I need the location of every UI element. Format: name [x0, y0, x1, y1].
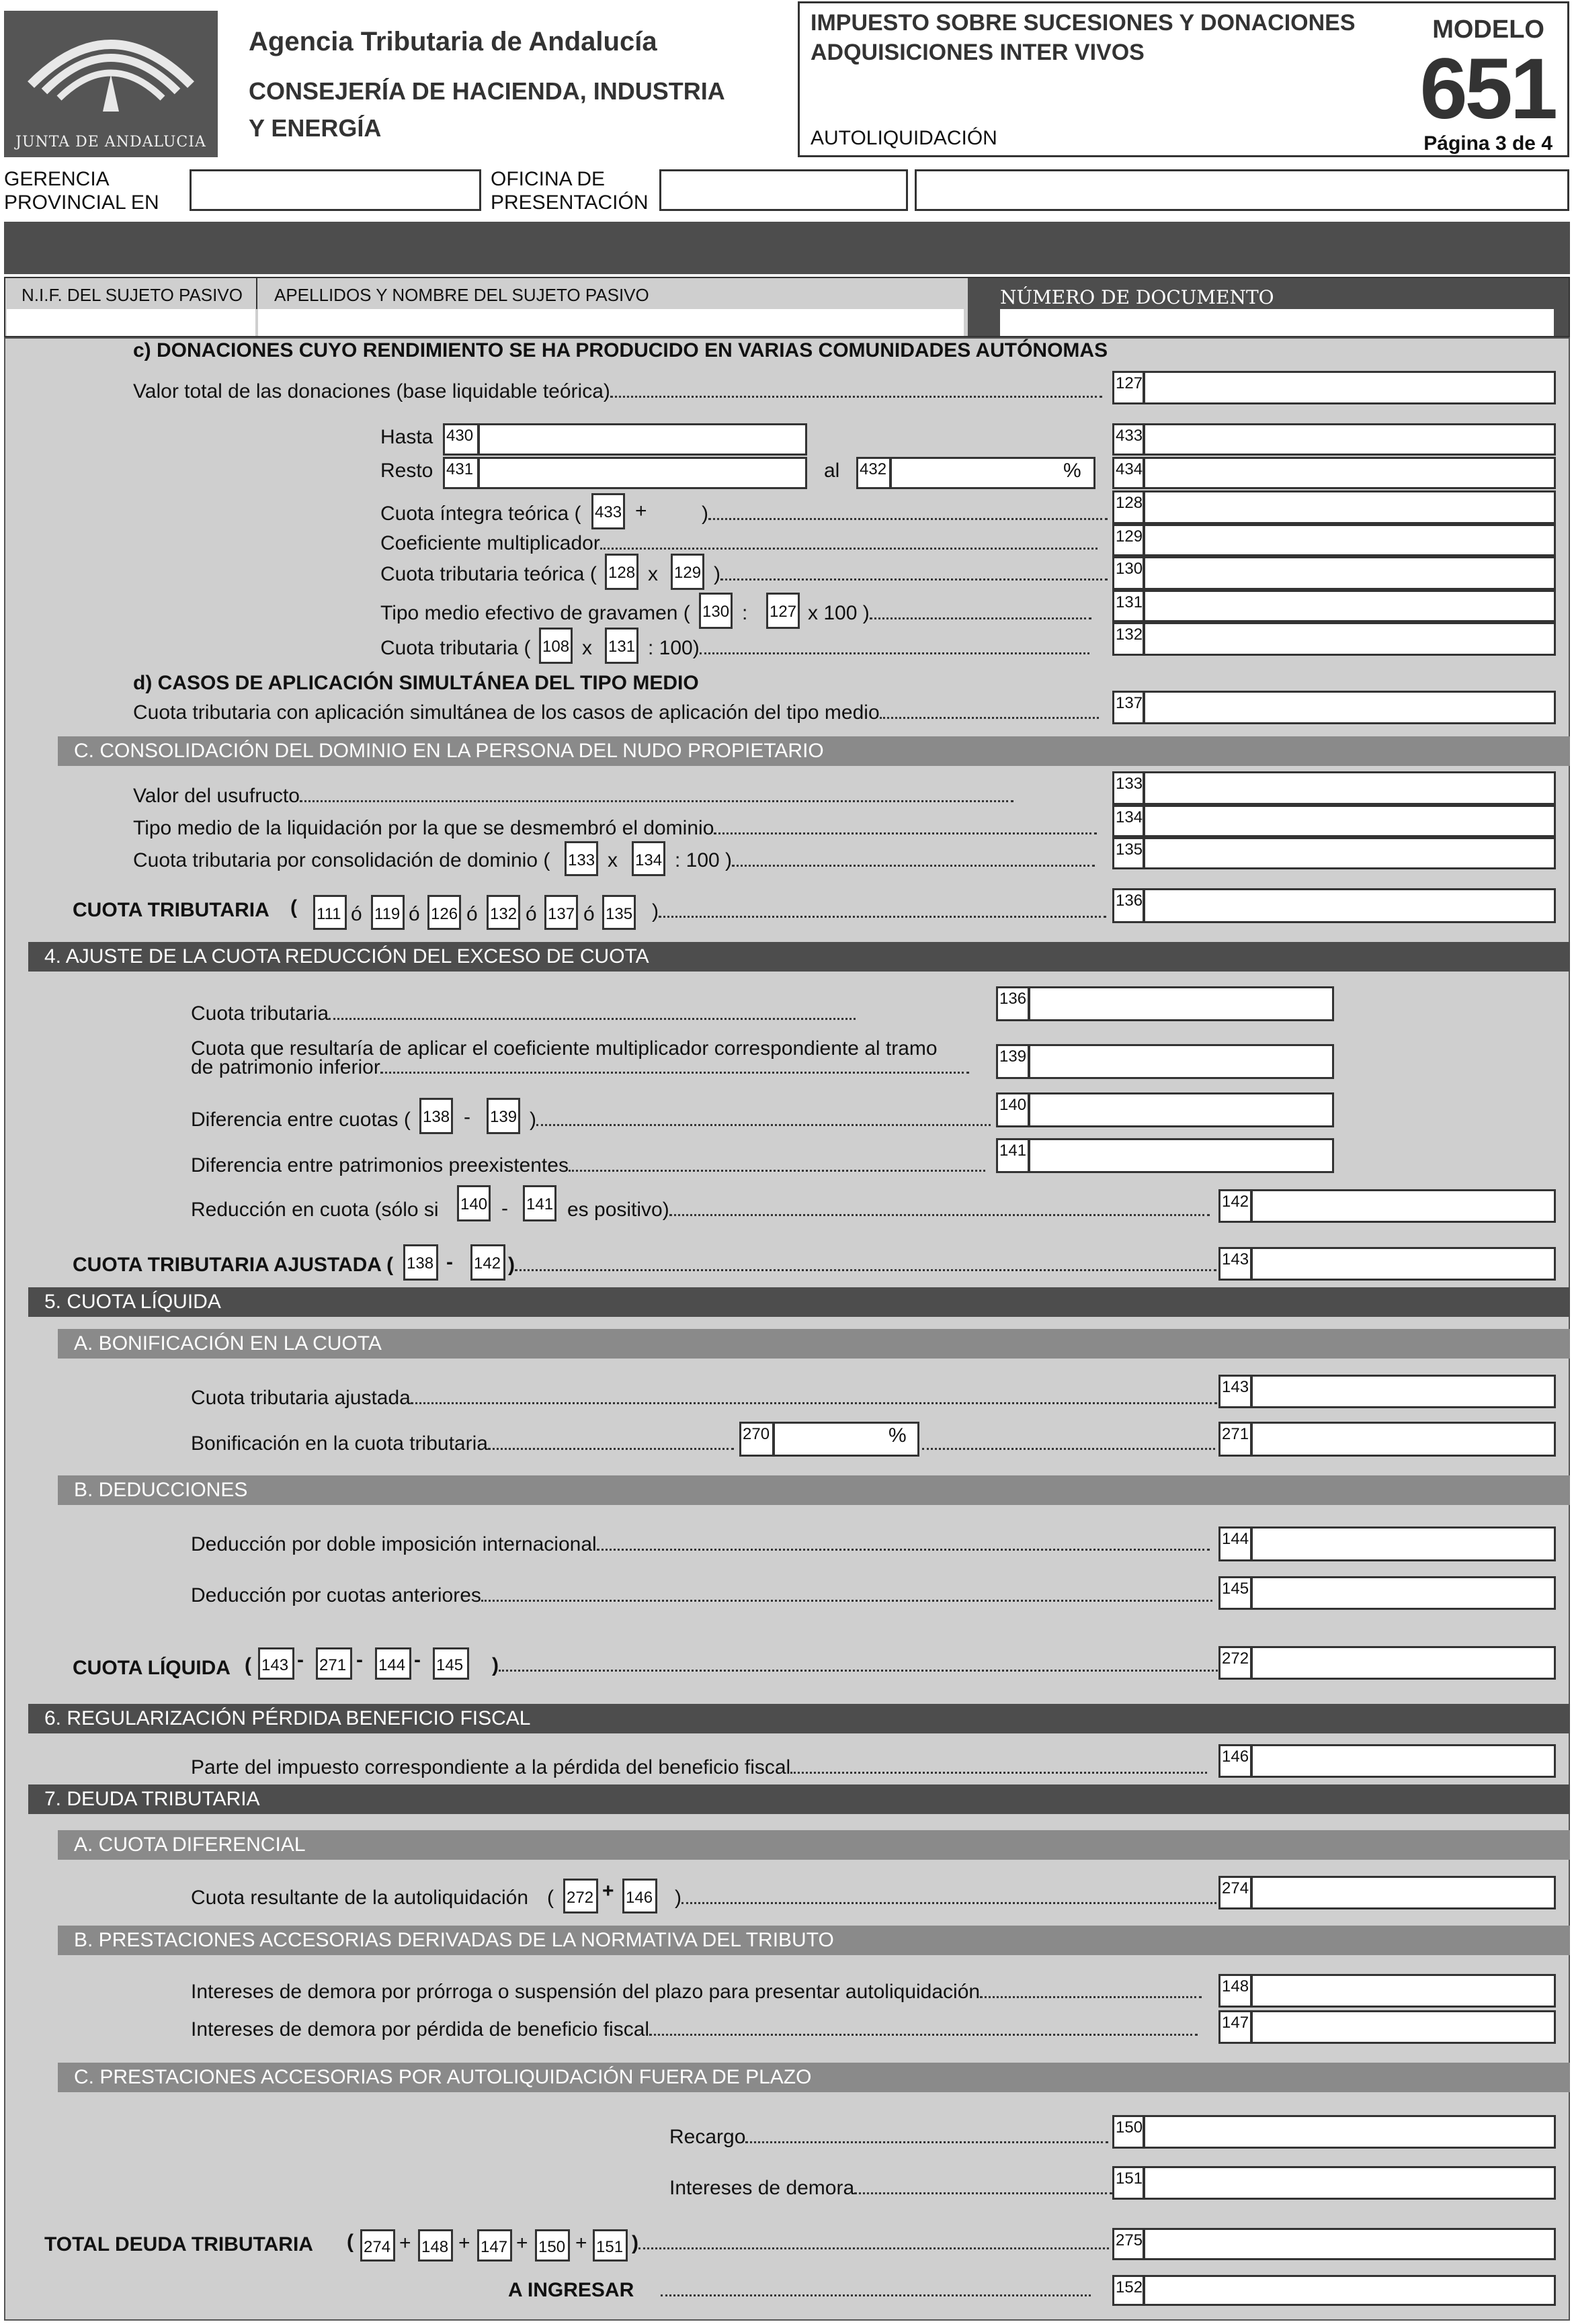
code-270: 270: [739, 1422, 774, 1457]
section-d-title: d) CASOS DE APLICACIÓN SIMULTÁNEA DEL TIPO MEDIO: [133, 672, 699, 694]
ref-127: 127: [766, 593, 800, 629]
ref-140: 140: [457, 1185, 491, 1221]
code-130: 130: [1112, 556, 1145, 590]
bonificacion-text: Bonificación en la cuota tributaria: [191, 1432, 488, 1455]
cuota-consolidacion-close: [675, 849, 1095, 872]
ref-128: 128: [605, 554, 638, 590]
ref-108: 108: [539, 628, 573, 664]
cuota-resultante-close: [675, 1887, 1216, 1909]
ref-271: 271: [316, 1647, 352, 1680]
doc-number-input[interactable]: [1000, 309, 1554, 336]
section-7c-header: C. PRESTACIONES ACCESORIAS POR AUTOLIQUIDACIÓN FUERA DE PLAZO: [58, 2063, 1570, 2092]
code-127: 127: [1112, 371, 1145, 404]
cuota-trib-input[interactable]: [1143, 622, 1556, 656]
intereses-perdida-label: [191, 2018, 1198, 2041]
ref-144: 144: [375, 1647, 411, 1680]
ref-147: 147: [477, 2229, 512, 2262]
cuotas-anteriores-label: [191, 1584, 1212, 1607]
plus-sign: +: [602, 1880, 614, 1902]
cuota-integra-input[interactable]: [1143, 490, 1556, 524]
cuota-trib-label: Cuota tributaria (: [380, 637, 531, 659]
valor-total-text: Valor total de las donaciones (base liquidable teórica): [133, 380, 610, 402]
or-word: ó: [351, 903, 362, 925]
minus-sign: -: [464, 1106, 470, 1128]
close-paren: ): [702, 503, 708, 525]
tax-title-line1: IMPUESTO SOBRE SUCESIONES Y DONACIONES: [811, 10, 1356, 36]
times-sign: x: [582, 637, 592, 659]
ref-137: 137: [544, 895, 578, 930]
cuota-tributaria-close: [652, 900, 1106, 923]
coeficiente-input[interactable]: [1143, 524, 1556, 556]
cuotas-anteriores-input[interactable]: [1251, 1576, 1556, 1610]
minus-sign: -: [414, 1649, 421, 1671]
gerencia-label-2: PROVINCIAL EN: [4, 191, 159, 214]
name-input[interactable]: [258, 309, 964, 336]
tipo-medio-liq-text: Tipo medio de la liquidación por la que se desmembró el dominio: [133, 817, 714, 839]
intereses-perdida-text: Intereses de demora por pérdida de beneficio fiscal: [191, 2018, 650, 2040]
times-sign: x: [608, 849, 618, 871]
taxpayer-divider: [256, 278, 257, 309]
sec-d-input[interactable]: [1143, 691, 1556, 724]
section-5b-header: B. DEDUCCIONES: [58, 1475, 1570, 1505]
cuota-trib-teorica-label: Cuota tributaria teórica (: [380, 563, 597, 585]
cuota-resultante-input[interactable]: [1251, 1876, 1556, 1909]
code-136: 136: [996, 986, 1030, 1021]
code-145: 145: [1218, 1576, 1252, 1610]
doble-imposicion-label: [191, 1533, 1210, 1556]
code-146: 146: [1218, 1744, 1252, 1778]
valor-usufructo-label: [133, 785, 1013, 808]
code-272: 272: [1218, 1646, 1252, 1680]
minus-sign: -: [356, 1649, 363, 1671]
cuota-ajustada-label: CUOTA TRIBUTARIA AJUSTADA (: [73, 1254, 394, 1276]
open-paren: (: [290, 896, 297, 918]
cuota-liquida-close: [492, 1654, 1218, 1677]
ref-142: 142: [470, 1244, 505, 1281]
diferencia-cuotas-input[interactable]: [1028, 1092, 1334, 1127]
doc-number-label: NÚMERO DE DOCUMENTO: [1000, 286, 1274, 308]
name-label: APELLIDOS Y NOMBRE DEL SUJETO PASIVO: [274, 285, 649, 305]
oficina-input[interactable]: [659, 169, 908, 211]
close-paren: ): [508, 1254, 515, 1276]
close-paren: ): [632, 2232, 638, 2254]
section-7b-header: B. PRESTACIONES ACCESORIAS DERIVADAS DE LA NORMATIVA DEL TRIBUTO: [58, 1926, 1570, 1955]
cuota-liquida-label: CUOTA LÍQUIDA: [73, 1657, 231, 1679]
intereses-perdida-input[interactable]: [1251, 2010, 1556, 2044]
code-152: 152: [1112, 2275, 1145, 2306]
diferencia-patrimonios-input[interactable]: [1028, 1138, 1334, 1173]
or-word: ó: [409, 903, 420, 925]
plus-sign: +: [635, 500, 647, 522]
code-128: 128: [1112, 490, 1145, 524]
sec6-line-text: Parte del impuesto correspondiente a la pérdida del beneficio fiscal: [191, 1756, 791, 1778]
plus-sign: +: [516, 2232, 528, 2254]
close-paren: ): [492, 1654, 499, 1676]
tipo-medio-liq-input[interactable]: [1143, 805, 1556, 837]
al-label: al: [824, 460, 840, 482]
code-137: 137: [1112, 691, 1145, 724]
code-144: 144: [1218, 1526, 1252, 1561]
recargo-input[interactable]: [1143, 2115, 1556, 2149]
ref-148: 148: [418, 2229, 453, 2262]
code-134: 134: [1112, 805, 1145, 837]
ref-129: 129: [671, 554, 704, 590]
total-deuda-close: [632, 2232, 1109, 2255]
ref-143: 143: [258, 1647, 294, 1680]
cuota-trib-teorica-close: [714, 563, 1108, 586]
gerencia-label-1: GERENCIA: [4, 168, 110, 190]
section-6-header: 6. REGULARIZACIÓN PÉRDIDA BENEFICIO FISCAL: [28, 1704, 1570, 1733]
recargo-text: Recargo: [669, 2126, 746, 2148]
cuota-ajustada-5-input[interactable]: [1251, 1375, 1556, 1408]
cuota-consolidacion-input[interactable]: [1143, 837, 1556, 869]
x100-text: x 100 ): [808, 602, 870, 624]
dark-band: [4, 222, 1570, 274]
code-139: 139: [996, 1044, 1030, 1079]
bonificacion-label: [191, 1432, 734, 1455]
open-paren: (: [347, 2231, 354, 2253]
ref-138: 138: [403, 1244, 438, 1281]
tipo-medio-label: Tipo medio efectivo de gravamen (: [380, 602, 690, 624]
ref-111: 111: [313, 895, 347, 930]
section-C-consolidacion-header: C. CONSOLIDACIÓN DEL DOMINIO EN LA PERSONA DEL NUDO PROPIETARIO: [58, 736, 1570, 766]
model-header-box: [798, 1, 1569, 157]
or-word: ó: [466, 903, 478, 925]
code-433: 433: [1112, 423, 1145, 456]
cuota-integra-label: Cuota íntegra teórica (: [380, 503, 581, 525]
resto-label: Resto: [380, 460, 433, 482]
valor-usufructo-text: Valor del usufructo: [133, 785, 300, 807]
ref-126: 126: [427, 895, 461, 930]
intereses-demora-input[interactable]: [1143, 2166, 1556, 2200]
code-133: 133: [1112, 771, 1145, 805]
ref-119: 119: [371, 895, 405, 930]
page-indicator: Página 3 de 4: [1423, 132, 1552, 155]
tipo-medio-input[interactable]: [1143, 590, 1556, 622]
ref-145: 145: [433, 1647, 469, 1680]
plus-sign: +: [458, 2232, 470, 2254]
oficina-label-2: PRESENTACIÓN: [491, 191, 649, 214]
code-136: 136: [1112, 888, 1145, 923]
intereses-prorroga-text: Intereses de demora por prórroga o suspensión del plazo para presentar autoliquidación: [191, 1981, 981, 2003]
total-deuda-input[interactable]: [1143, 2228, 1556, 2260]
cuotas-anteriores-text: Deducción por cuotas anteriores: [191, 1584, 481, 1606]
cuota-resultaria-text2: de patrimonio inferior: [191, 1056, 380, 1078]
code-147: 147: [1218, 2010, 1252, 2044]
doble-imposicion-input[interactable]: [1251, 1526, 1556, 1561]
hasta-cuota-input[interactable]: [1143, 423, 1556, 456]
oficina-label-1: OFICINA DE: [491, 168, 606, 190]
code-129: 129: [1112, 524, 1145, 556]
diferencia-cuotas-close: [530, 1109, 991, 1131]
code-271: 271: [1218, 1422, 1252, 1457]
recargo-label: [669, 2126, 1108, 2149]
ref-131: 131: [605, 628, 638, 664]
open-paren: (: [245, 1654, 251, 1676]
ref-139: 139: [487, 1098, 520, 1134]
modelo-label: MODELO: [1432, 15, 1544, 44]
cuota-consolidacion-label: Cuota tributaria por consolidación de dominio (: [133, 849, 550, 871]
intereses-prorroga-input[interactable]: [1251, 1974, 1556, 2008]
department-line1: CONSEJERÍA DE HACIENDA, INDUSTRIA: [249, 77, 725, 105]
intereses-prorroga-label: [191, 1981, 1202, 2004]
code-143: 143: [1218, 1247, 1252, 1281]
section-c-donaciones-title: c) DONACIONES CUYO RENDIMIENTO SE HA PRODUCIDO EN VARIAS COMUNIDADES AUTÓNOMAS: [133, 339, 1108, 361]
department-line2: Y ENERGÍA: [249, 114, 382, 142]
hasta-label: Hasta: [380, 426, 433, 448]
cuota-tributaria-label: CUOTA TRIBUTARIA: [73, 899, 270, 921]
close-paren: ): [652, 900, 659, 922]
a-ingresar-label: [508, 2279, 1091, 2302]
minus-sign: -: [297, 1649, 304, 1671]
oficina-extra-input[interactable]: [915, 169, 1569, 211]
nif-input[interactable]: [7, 309, 255, 336]
code-275: 275: [1112, 2228, 1145, 2260]
reduccion-label: Reducción en cuota (sólo si: [191, 1199, 439, 1221]
ref-272: 272: [563, 1879, 598, 1913]
cuota-resultante-label: Cuota resultante de la autoliquidación: [191, 1887, 529, 1909]
cuota-ajustada-input[interactable]: [1251, 1247, 1556, 1281]
modelo-number: 651: [1419, 41, 1555, 137]
code-274: 274: [1218, 1876, 1252, 1909]
section-4-header: 4. AJUSTE DE LA CUOTA REDUCCIÓN DEL EXCESO DE CUOTA: [28, 942, 1570, 972]
coeficiente-label: [380, 532, 1097, 555]
diferencia-patrimonios-text: Diferencia entre patrimonios preexistentes: [191, 1154, 569, 1176]
es-positivo-text: es positivo): [567, 1199, 669, 1221]
code-135: 135: [1112, 837, 1145, 869]
div100-text: : 100): [648, 637, 700, 659]
ref-134: 134: [632, 841, 665, 876]
resto-percent-sign: %: [1063, 460, 1081, 482]
code-150: 150: [1112, 2115, 1145, 2149]
cuota-resultaria-line1: Cuota que resultaría de aplicar el coeficiente multiplicador correspondiente al tramo: [191, 1037, 938, 1060]
code-132: 132: [1112, 622, 1145, 656]
autoliquidacion-label: AUTOLIQUIDACIÓN: [811, 127, 997, 149]
code-141: 141: [996, 1138, 1030, 1173]
code-434: 434: [1112, 457, 1145, 489]
doc-number-header: [968, 278, 1569, 336]
open-paren: (: [547, 1887, 554, 1909]
colon-sign: :: [742, 602, 748, 624]
ref-133: 133: [565, 841, 598, 876]
sec4-cuota-tributaria-text: Cuota tributaria: [191, 1002, 329, 1025]
code-143: 143: [1218, 1375, 1252, 1408]
a-ingresar-text: A INGRESAR: [508, 2279, 634, 2301]
intereses-demora-label: [669, 2177, 1112, 2200]
sec-d-line-label: [133, 701, 1099, 724]
ref-151: 151: [593, 2229, 628, 2262]
cuota-tributaria-input[interactable]: [1143, 888, 1556, 923]
code-431: 431: [443, 457, 479, 489]
or-word: ó: [526, 903, 537, 925]
ref-135: 135: [602, 895, 636, 930]
times-sign: x: [648, 563, 658, 585]
cuota-trib-close: [648, 637, 1089, 660]
valor-total-input[interactable]: [1143, 371, 1556, 404]
total-deuda-label: TOTAL DEUDA TRIBUTARIA: [44, 2233, 313, 2255]
plus-sign: +: [575, 2232, 587, 2254]
code-131: 131: [1112, 590, 1145, 622]
cuota-liquida-input[interactable]: [1251, 1646, 1556, 1680]
div100-text: : 100 ): [675, 849, 733, 871]
code-151: 151: [1112, 2166, 1145, 2200]
section-7a-header: A. CUOTA DIFERENCIAL: [58, 1830, 1570, 1860]
diferencia-cuotas-label: Diferencia entre cuotas (: [191, 1109, 411, 1131]
cuota-resultaria-input[interactable]: [1028, 1044, 1334, 1079]
sec-d-line-text: Cuota tributaria con aplicación simultánea de los casos de aplicación del tipo medio: [133, 701, 880, 724]
ref-150: 150: [535, 2229, 570, 2262]
close-paren: ): [675, 1887, 681, 1909]
bonificacion-percent-sign: %: [888, 1424, 907, 1447]
code-432: 432: [856, 457, 891, 489]
minus-sign: -: [501, 1197, 508, 1219]
diferencia-patrimonios-label: [191, 1154, 985, 1177]
gerencia-input[interactable]: [190, 169, 481, 211]
cuota-trib-teorica-input[interactable]: [1143, 556, 1556, 590]
code-148: 148: [1218, 1974, 1252, 2008]
ref-146: 146: [622, 1879, 657, 1913]
ref-138: 138: [419, 1098, 453, 1134]
ref-132: 132: [487, 895, 520, 930]
valor-usufructo-input[interactable]: [1143, 771, 1556, 805]
cuota-resultaria-line2: [191, 1056, 969, 1079]
code-142: 142: [1218, 1189, 1252, 1223]
taxpayer-row: [4, 277, 1570, 337]
bonificacion-dots: [922, 1432, 1215, 1455]
section-7-header: 7. DEUDA TRIBUTARIA: [28, 1784, 1570, 1814]
ref-274: 274: [360, 2229, 395, 2262]
coeficiente-text: Coeficiente multiplicador: [380, 532, 600, 554]
tax-title-line2: ADQUISICIONES INTER VIVOS: [811, 40, 1145, 65]
junta-logo: [4, 11, 218, 157]
or-word: ó: [583, 903, 595, 925]
reduccion-close: [567, 1199, 1210, 1221]
resto-cuota-input[interactable]: [1143, 457, 1556, 489]
hasta-input[interactable]: [478, 423, 807, 456]
valor-total-label: [133, 380, 1102, 403]
cuota-integra-close: [702, 503, 1108, 525]
ref-433: 433: [591, 493, 625, 529]
close-paren: ): [530, 1109, 536, 1131]
ref-141: 141: [523, 1185, 556, 1221]
code-430: 430: [443, 423, 479, 456]
tipo-medio-liq-label: [133, 817, 1097, 840]
reduccion-input[interactable]: [1251, 1189, 1556, 1223]
section-5-header: 5. CUOTA LÍQUIDA: [28, 1287, 1570, 1317]
minus-sign: -: [446, 1251, 453, 1273]
bonificacion-input[interactable]: [1251, 1422, 1556, 1457]
tipo-medio-close: [808, 602, 1091, 625]
close-paren: ): [714, 563, 720, 585]
agency-name: Agencia Tributaria de Andalucía: [249, 27, 657, 56]
section-5a-header: A. BONIFICACIÓN EN LA CUOTA: [58, 1329, 1570, 1359]
sec4-cuota-tributaria-label: [191, 1002, 856, 1025]
intereses-demora-text: Intereses de demora: [669, 2177, 855, 2199]
resto-input[interactable]: [478, 457, 807, 489]
plus-sign: +: [399, 2232, 411, 2254]
ref-130: 130: [699, 593, 733, 629]
nif-label: N.I.F. DEL SUJETO PASIVO: [22, 285, 243, 305]
cuota-ajustada-5-label: [191, 1387, 1217, 1410]
sec6-line-label: [191, 1756, 1207, 1779]
sec4-cuota-tributaria-input[interactable]: [1028, 986, 1334, 1021]
code-140: 140: [996, 1092, 1030, 1127]
doble-imposicion-text: Deducción por doble imposición internacional: [191, 1533, 597, 1555]
logo-text: JUNTA DE ANDALUCIA: [15, 134, 206, 150]
cuota-ajustada-5-text: Cuota tributaria ajustada: [191, 1387, 411, 1409]
cuota-ajustada-close: [508, 1254, 1216, 1277]
a-ingresar-input[interactable]: [1143, 2275, 1556, 2306]
sec6-input[interactable]: [1251, 1744, 1556, 1778]
